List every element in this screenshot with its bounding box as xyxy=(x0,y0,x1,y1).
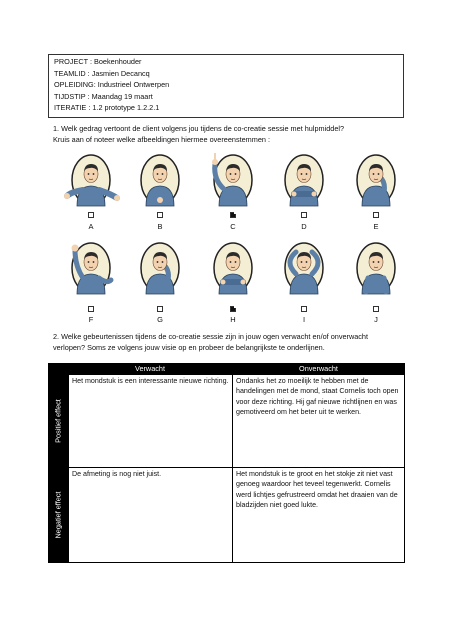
row-header-positive xyxy=(48,374,68,467)
question-2-line-1: 2. Welke gebeurtenissen tijdens de co-creatie sessie zijn in jouw ogen verwacht en/of onverwacht xyxy=(53,332,369,341)
row-header-negative xyxy=(48,467,68,563)
row-header-negative-label: Negatief effect xyxy=(53,491,63,539)
figure-label-g: G xyxy=(157,315,163,324)
checkbox-h[interactable] xyxy=(230,306,236,312)
figure-c xyxy=(203,150,263,208)
figure-i xyxy=(274,238,334,296)
person-illustration-icon xyxy=(61,238,121,296)
person-illustration-icon xyxy=(130,238,190,296)
figure-label-c: C xyxy=(230,222,236,231)
person-illustration-icon xyxy=(61,150,121,208)
person-illustration-icon xyxy=(130,150,190,208)
row-header-positive-label: Positief effect xyxy=(53,398,63,443)
figure-g xyxy=(130,238,190,296)
figure-label-f: F xyxy=(88,315,94,324)
question-1 xyxy=(53,123,408,145)
column-header-unexpected: Onverwacht xyxy=(232,363,405,374)
iteratie-line: ITERATIE : 1.2 prototype 1.2.2.1 xyxy=(54,103,160,113)
person-illustration-icon xyxy=(346,150,406,208)
figure-h xyxy=(203,238,263,296)
figure-b xyxy=(130,150,190,208)
figure-label-b: B xyxy=(157,222,163,231)
tijdstip-line: TIJDSTIP : Maandag 19 maart xyxy=(54,91,153,101)
project-line: PROJECT : Boekenhouder xyxy=(54,57,142,66)
checkbox-g[interactable] xyxy=(157,306,163,312)
cell-positive-unexpected: Ondanks het zo moeilijk te hebben met de handelingen met de mond, staat Cornelis toch open voor deze richting. Hij gaf nieuwe richtlijnen en was gemotiveerd om het beter uit te werken. xyxy=(232,374,405,468)
figure-f xyxy=(61,238,121,296)
question-1-line-2: Kruis aan of noteer welke afbeeldingen hiermee overeenstemmen : xyxy=(53,135,271,144)
checkbox-f[interactable] xyxy=(88,306,94,312)
figure-label-i: I xyxy=(302,315,306,324)
figure-a xyxy=(61,150,121,208)
figure-e xyxy=(346,150,406,208)
project-info-box xyxy=(48,54,404,118)
figure-label-e: E xyxy=(373,222,379,231)
question-2 xyxy=(53,331,408,353)
person-illustration-icon xyxy=(274,238,334,296)
checkbox-e[interactable] xyxy=(373,212,379,218)
person-illustration-icon xyxy=(203,238,263,296)
person-illustration-icon xyxy=(203,150,263,208)
question-2-line-2: verlopen? Soms ze volgens jouw visie op en probeer de belangrijkste te onderlijnen. xyxy=(53,343,325,352)
checkbox-d[interactable] xyxy=(301,212,307,218)
cell-negative-unexpected: Het mondstuk is te groot en het stokje zit niet vast genoeg waardoor het teveel tegenwerkt. Cornelis werd lichtjes gefrustreerd omdat het draaien van de bladzijden niet goed lukte. xyxy=(232,467,405,563)
teamlid-line: TEAMLID : Jasmien Decancq xyxy=(54,68,150,78)
checkbox-c[interactable] xyxy=(230,212,236,218)
figure-label-a: A xyxy=(88,222,94,231)
opleiding-line: OPLEIDING: Industrieel Ontwerpen xyxy=(54,80,170,90)
figure-j xyxy=(346,238,406,296)
checkbox-j[interactable] xyxy=(373,306,379,312)
figure-label-d: D xyxy=(301,222,307,231)
checkbox-i[interactable] xyxy=(301,306,307,312)
question-1-line-1: 1. Welk gedrag vertoont de client volgens jou tijdens de co-creatie sessie met hulpmiddel? xyxy=(53,124,345,133)
table-corner xyxy=(48,363,68,374)
checkbox-b[interactable] xyxy=(157,212,163,218)
column-header-expected: Verwacht xyxy=(68,363,232,374)
checkbox-a[interactable] xyxy=(88,212,94,218)
figure-d xyxy=(274,150,334,208)
cell-negative-expected: De afmeting is nog niet juist. xyxy=(68,467,233,563)
cell-positive-expected: Het mondstuk is een interessante nieuwe richting. xyxy=(68,374,233,468)
figure-label-j: J xyxy=(374,315,378,324)
person-illustration-icon xyxy=(346,238,406,296)
person-illustration-icon xyxy=(274,150,334,208)
events-table xyxy=(48,363,405,563)
figure-label-h: H xyxy=(230,315,236,324)
